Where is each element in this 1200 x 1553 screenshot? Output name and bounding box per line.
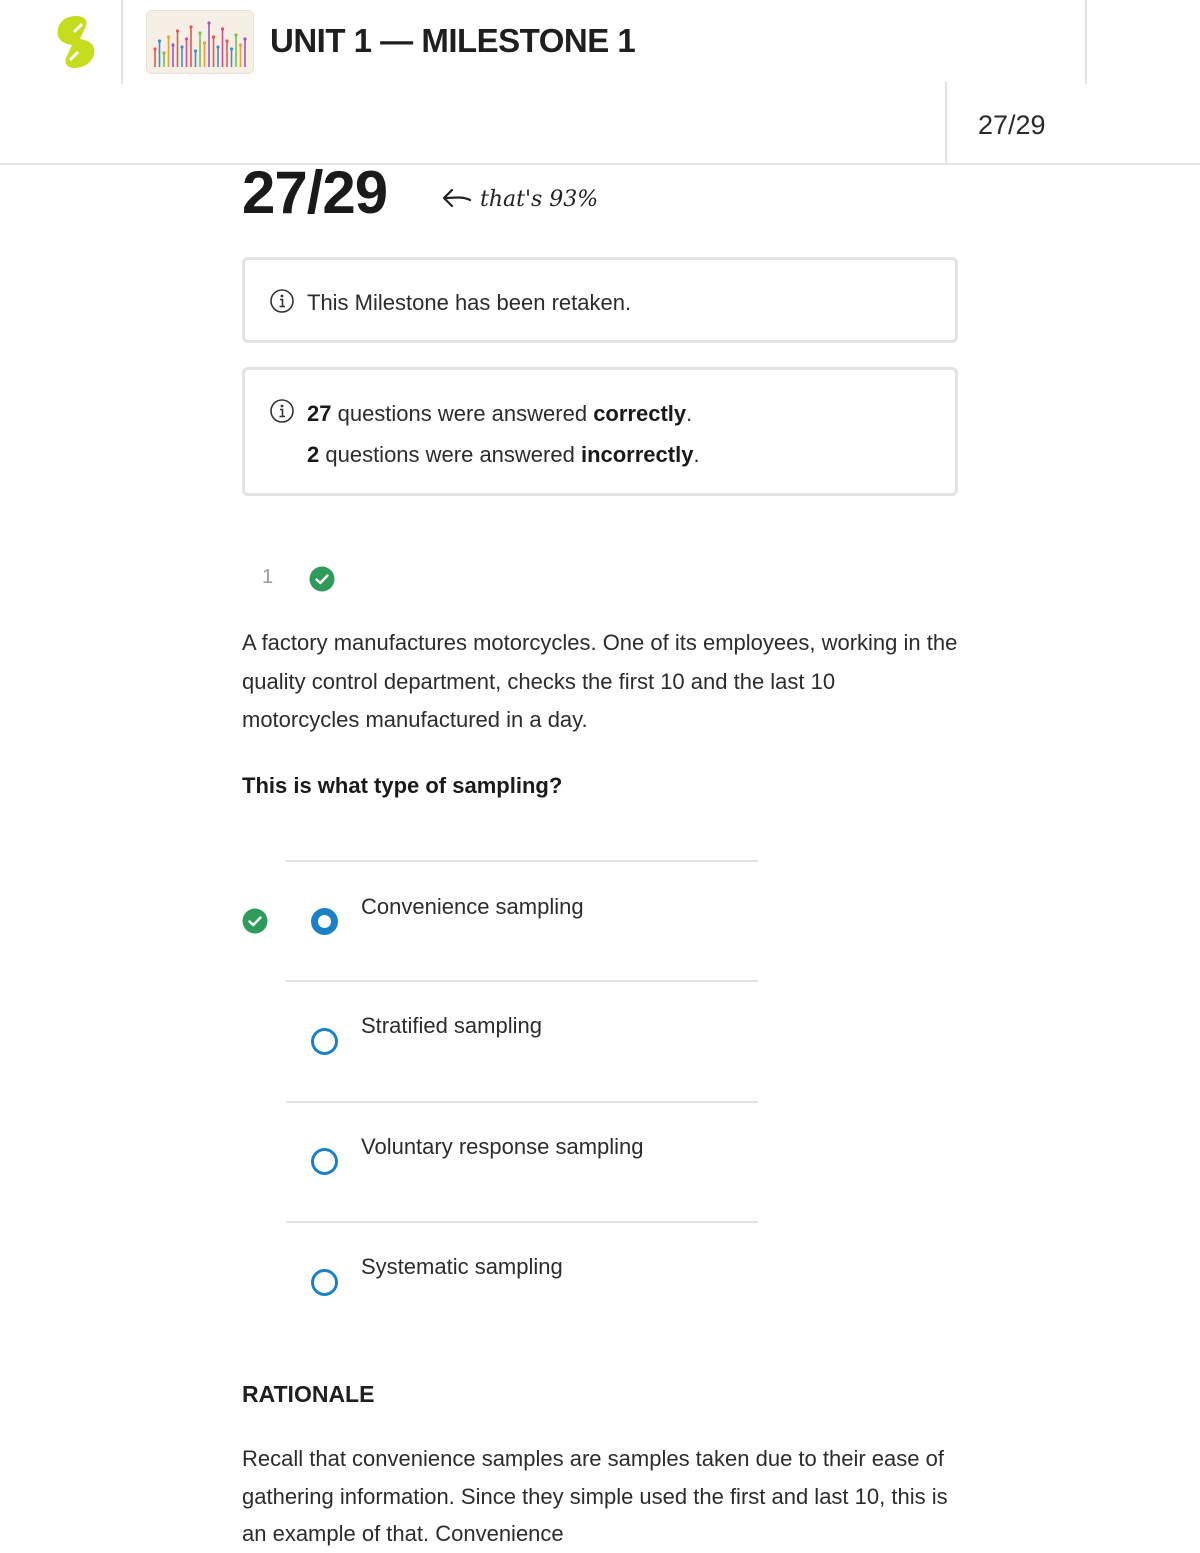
choice-label[interactable]: Convenience sampling <box>361 894 584 919</box>
choice-label[interactable]: Systematic sampling <box>361 1254 563 1279</box>
thumbnail-dot <box>207 21 210 24</box>
thumbnail-dot <box>167 35 170 38</box>
choice-radio-convenience[interactable] <box>311 908 338 935</box>
correct-word: correctly <box>593 401 687 426</box>
thumbnail-dot <box>194 49 197 52</box>
choice-divider <box>286 980 758 982</box>
choice-divider <box>286 1101 758 1103</box>
header-divider <box>1085 0 1087 84</box>
thumbnail-dot <box>203 41 206 44</box>
incorrect-mid-text: questions were answered <box>319 442 581 467</box>
incorrect-count-line <box>307 442 700 468</box>
correct-count-line <box>307 401 692 427</box>
retaken-notice <box>242 257 958 343</box>
thumbnail-dot <box>225 39 228 42</box>
incorrect-end: . <box>693 442 700 467</box>
percent-note <box>440 182 598 216</box>
top-header <box>0 0 1200 84</box>
thumbnail-dot <box>243 37 246 40</box>
thumbnail-dot <box>185 37 188 40</box>
header-bottom-border <box>0 163 1200 165</box>
results-notice <box>242 367 958 496</box>
check-circle-icon <box>242 908 268 934</box>
incorrect-count: 2 <box>307 442 320 467</box>
thumbnail-dot <box>176 29 179 32</box>
thumbnail-dot <box>180 45 183 48</box>
thumbnail-dot <box>189 25 192 28</box>
thumbnail-dot <box>230 47 233 50</box>
choice-radio-voluntary[interactable] <box>311 1148 338 1175</box>
thumbnail-dot <box>221 27 224 30</box>
correct-mid-text: questions were answered <box>331 401 594 426</box>
rationale-text: Recall that convenience samples are samples taken due to their ease of gathering information. Since they simple used the first and last 10, this is an example of that. Convenience <box>242 1446 948 1546</box>
choice-label[interactable]: Stratified sampling <box>361 1013 542 1038</box>
correct-count: 27 <box>307 401 332 426</box>
score-summary: 27/29 <box>978 110 1046 140</box>
unit-title: UNIT 1 — MILESTONE 1 <box>270 22 636 59</box>
bar-chart-thumbnail-icon <box>146 10 254 74</box>
correct-end: . <box>686 401 693 426</box>
thumbnail-dot <box>153 47 156 50</box>
score-divider <box>945 82 947 164</box>
score-display: 27/29 <box>242 159 388 226</box>
thumbnail-dot <box>158 39 161 42</box>
incorrect-word: incorrectly <box>580 442 694 467</box>
question-text: A factory manufactures motorcycles. One of its employees, working in the quality control department, checks the first 10 and the last 10 motorcycles manufactured in a day. <box>242 630 958 732</box>
thumbnail-dot <box>198 31 201 34</box>
thumbnail-dot <box>212 35 215 38</box>
retaken-notice-text: This Milestone has been retaken. <box>307 290 632 315</box>
rationale-heading: RATIONALE <box>242 1381 375 1407</box>
info-circle-icon <box>269 288 295 314</box>
choice-radio-systematic[interactable] <box>311 1269 338 1296</box>
choice-divider <box>286 860 758 862</box>
thumbnail-dot <box>216 45 219 48</box>
curved-arrow-left-icon <box>440 186 476 212</box>
header-divider <box>121 0 123 84</box>
thumbnail-dot <box>162 51 165 54</box>
choice-label[interactable]: Voluntary response sampling <box>361 1134 644 1159</box>
sophia-logo-icon[interactable] <box>52 14 100 70</box>
question-prompt: This is what type of sampling? <box>242 773 563 798</box>
check-circle-icon <box>309 566 335 592</box>
question-number: 1 <box>262 566 274 588</box>
thumbnail-dot <box>239 43 242 46</box>
thumbnail-dot <box>234 33 237 36</box>
percent-note-text: that's 93% <box>480 186 599 212</box>
choice-radio-stratified[interactable] <box>311 1028 338 1055</box>
info-circle-icon <box>269 398 295 424</box>
choice-divider <box>286 1221 758 1223</box>
thumbnail-dot <box>171 43 174 46</box>
